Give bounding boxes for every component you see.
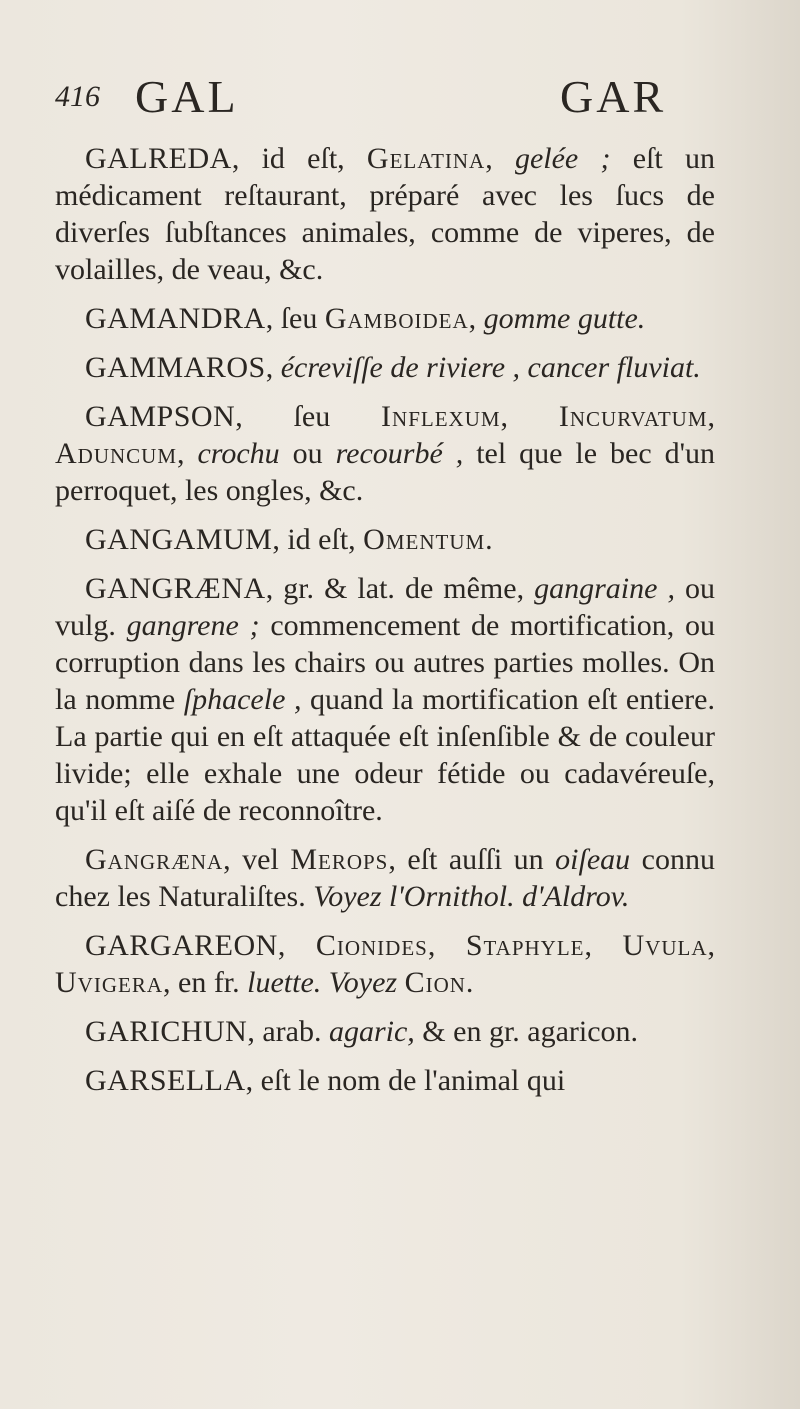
entry-text: , (485, 142, 515, 175)
italic-text: gangrene ; (126, 609, 260, 642)
dictionary-entry (55, 927, 715, 1001)
small-caps-term: Omentum. (363, 523, 494, 556)
dictionary-entry (55, 570, 715, 829)
entry-text: , arab. (247, 1015, 329, 1048)
entry-text (397, 966, 405, 999)
entry-headword: GARGAREON (85, 929, 278, 962)
italic-text: écreviſſe de riviere , cancer fluviat. (280, 351, 701, 384)
entry-text: commencement de mortification, ou corruption dans les chairs ou autres parties molles. On la nomme (55, 609, 715, 716)
italic-text: gomme gutte. (483, 302, 646, 335)
entry-text: , (707, 400, 716, 433)
entry-text: , (265, 351, 281, 384)
page-number: 416 (55, 80, 100, 113)
italic-text: crochu (197, 437, 280, 470)
italic-text: agaric, (328, 1015, 415, 1048)
entry-text: eſt un médicament reſtaurant, préparé avec les ſucs de diverſes ſubſtances animales, comme de viperes, de volailles, de veau, &c. (55, 142, 715, 286)
entry-headword: GANGRÆNA (85, 572, 266, 605)
dictionary-text (55, 140, 715, 1111)
small-caps-term: Incurvatum (558, 400, 708, 433)
entry-headword: GARICHUN (85, 1015, 248, 1048)
right-running-head: GAR (560, 71, 667, 122)
dictionary-entry (55, 398, 715, 509)
entry-text: , vel (223, 843, 291, 876)
dictionary-entry (55, 1013, 715, 1050)
entry-text: quand la mortification eſt entiere. La partie qui en eſt attaquée eſt inſenſible & de couleur livide; elle exhale une odeur fétide ou cadavéreuſe, qu'il eſt aiſé de reconnoître. (55, 683, 715, 827)
entry-headword: Gangræna (85, 843, 224, 876)
entry-text: & en gr. agaricon. (414, 1015, 639, 1048)
entry-text: , id eſt, (272, 523, 364, 556)
italic-text: recourbé , (335, 437, 464, 470)
entry-headword: GALREDA (85, 142, 232, 175)
entry-text: , (500, 400, 559, 433)
small-caps-term: Cionides (315, 929, 428, 962)
entry-text: , (468, 302, 484, 335)
dictionary-entry (55, 140, 715, 288)
dictionary-entry (55, 1062, 715, 1099)
running-header (55, 70, 695, 130)
entry-text: , (177, 437, 198, 470)
entry-text: , (707, 929, 716, 962)
entry-text: , ſeu (265, 302, 325, 335)
italic-text: gelée ; (514, 142, 611, 175)
entry-text: , eſt auſſi un (388, 843, 556, 876)
entry-text: connu chez les Naturaliſtes. (55, 843, 715, 913)
entry-text: tel que le bec d'un perroquet, les ongles, &c. (55, 437, 716, 507)
dictionary-entry (55, 300, 715, 337)
italic-text: luette. Voyez (247, 966, 398, 999)
entry-text: , gr. & lat. de même, (265, 572, 535, 605)
small-caps-term: Aduncum (55, 437, 178, 470)
entry-text: , en fr. (163, 966, 248, 999)
entry-headword: GAMMAROS (85, 351, 266, 384)
italic-text: oiſeau (555, 843, 631, 876)
dictionary-entry (55, 841, 715, 915)
small-caps-term: Inflexum (381, 400, 501, 433)
entry-headword: GANGAMUM (85, 523, 273, 556)
entry-text: , (427, 929, 466, 962)
entry-headword: GAMANDRA (85, 302, 266, 335)
entry-text: ou (279, 437, 336, 470)
left-running-head: GAL (135, 71, 239, 122)
small-caps-term: Cion. (404, 966, 475, 999)
entry-text: , eſt le nom de l'animal qui (245, 1064, 566, 1097)
small-caps-term: Gelatina (366, 142, 486, 175)
italic-text: Voyez l'Ornithol. d'Aldrov. (313, 880, 630, 913)
entry-headword: GAMPSON (85, 400, 236, 433)
entry-text: ou vulg. (55, 572, 716, 642)
entry-text: , id eſt, (231, 142, 367, 175)
small-caps-term: Uvigera (55, 966, 163, 999)
italic-text: ſphacele , (183, 683, 302, 716)
entry-text: , (277, 929, 316, 962)
small-caps-term: Uvula (622, 929, 708, 962)
entry-text: , (584, 929, 623, 962)
small-caps-term: Staphyle (465, 929, 585, 962)
small-caps-term: Gamboidea (324, 302, 469, 335)
entry-headword: GARSELLA (85, 1064, 246, 1097)
dictionary-entry (55, 521, 715, 558)
entry-text: , ſeu (235, 400, 382, 433)
dictionary-entry (55, 349, 715, 386)
italic-text: gangraine , (534, 572, 675, 605)
small-caps-term: Merops (290, 843, 389, 876)
